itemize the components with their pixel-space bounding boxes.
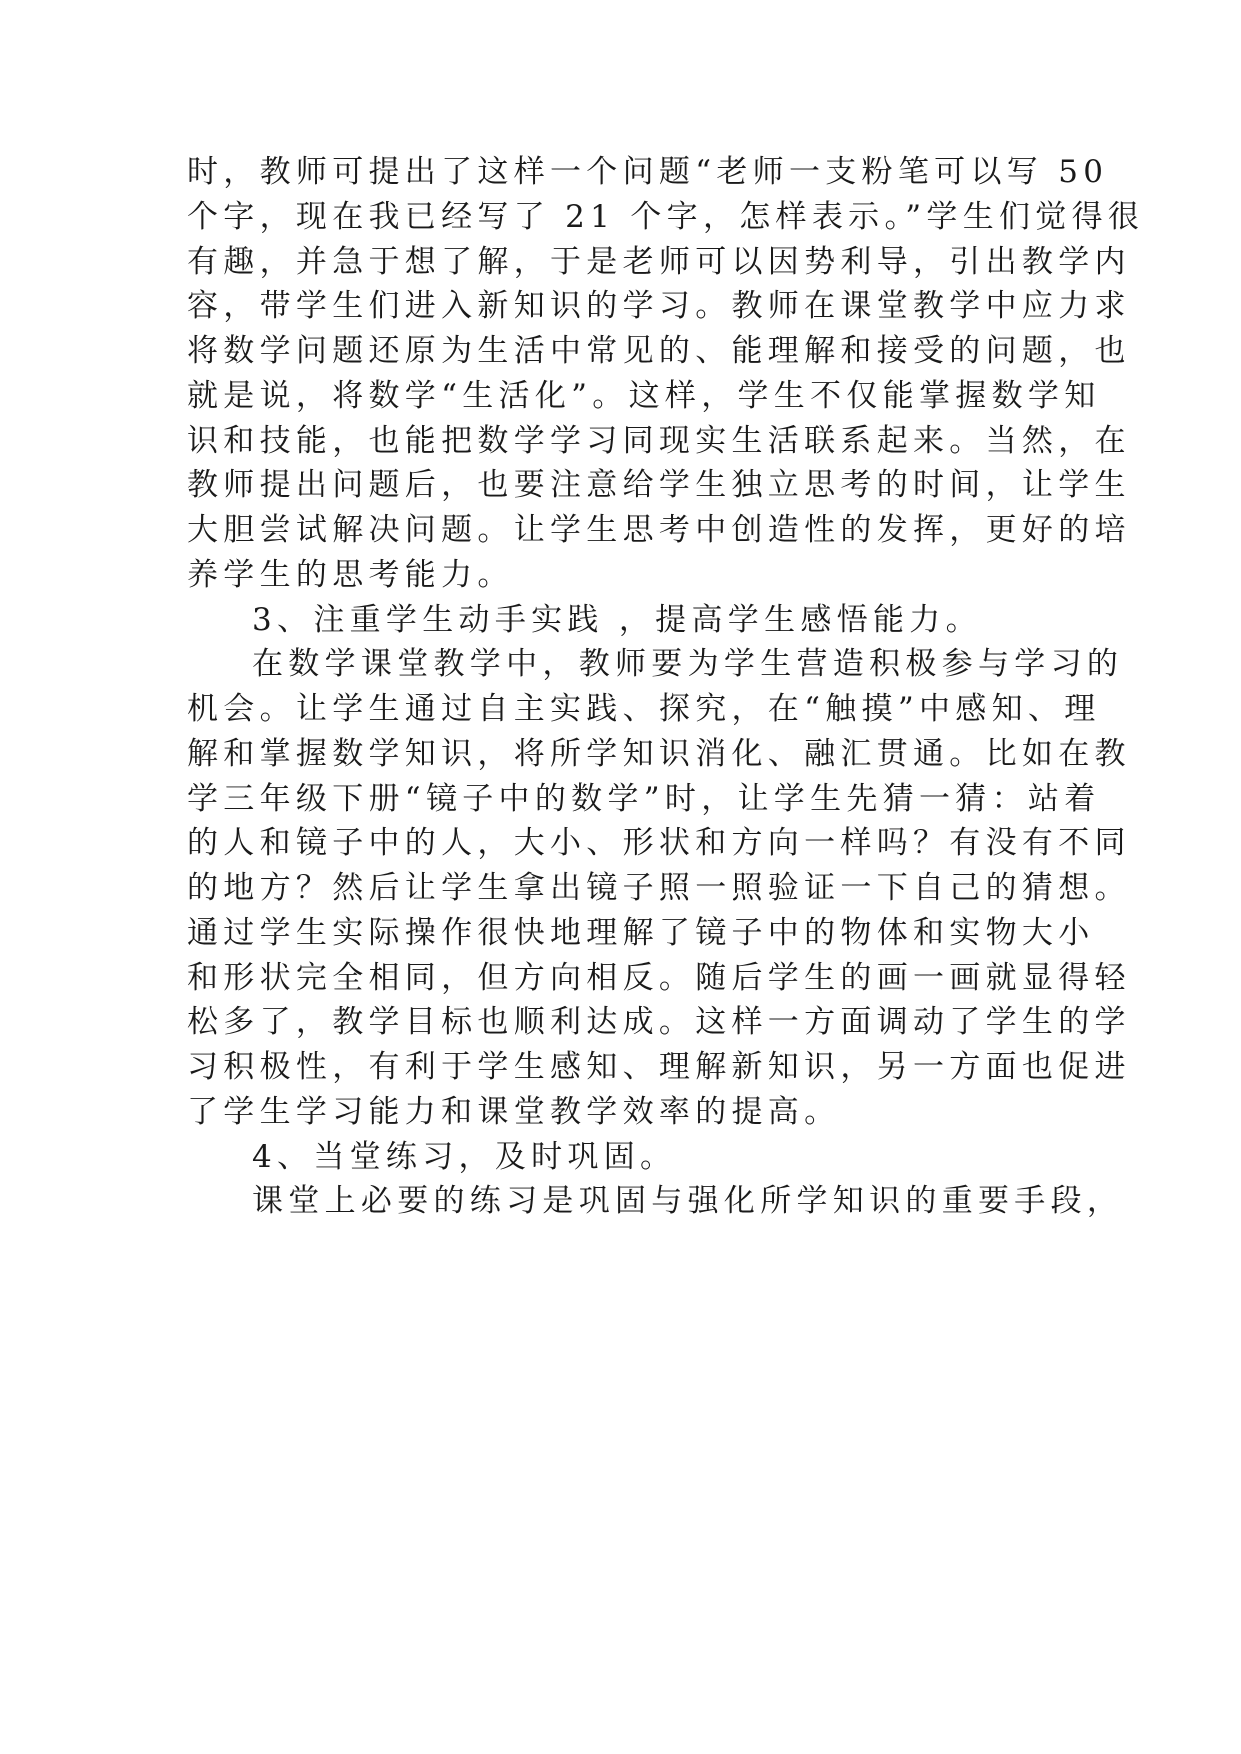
text-line: 通过学生实际操作很快地理解了镜子中的物体和实物大小: [187, 915, 1095, 951]
section-heading: 3、注重学生动手实践 ，提高学生感悟能力。: [252, 602, 982, 638]
text-line: 松多了，教学目标也顺利达成。这样一方面调动了学生的学: [187, 1004, 1131, 1040]
text-line: 时，教师可提出了这样一个问题“老师一支粉笔可以写 50: [187, 154, 1109, 190]
text-line: 识和技能，也能把数学学习同现实生活联系起来。当然，在: [187, 423, 1131, 459]
text-line: 了学生学习能力和课堂教学效率的提高。: [187, 1094, 841, 1130]
text-line: 大胆尝试解决问题。让学生思考中创造性的发挥，更好的培: [187, 512, 1131, 548]
text-line: 解和掌握数学知识，将所学知识消化、融汇贯通。比如在教: [187, 736, 1131, 772]
section-heading: 4、当堂练习，及时巩固。: [252, 1139, 677, 1175]
text-line: 个字，现在我已经写了 21 个字，怎样表示。”学生们觉得很: [187, 199, 1145, 235]
text-line: 的地方？然后让学生拿出镜子照一照验证一下自己的猜想。: [187, 870, 1131, 906]
text-line: 的人和镜子中的人，大小、形状和方向一样吗？有没有不同: [187, 825, 1131, 861]
text-line: 课堂上必要的练习是巩固与强化所学知识的重要手段，: [252, 1183, 1124, 1219]
text-line: 容，带学生们进入新知识的学习。教师在课堂教学中应力求: [187, 288, 1131, 324]
text-line: 教师提出问题后，也要注意给学生独立思考的时间，让学生: [187, 467, 1131, 503]
text-line: 和形状完全相同，但方向相反。随后学生的画一画就显得轻: [187, 960, 1131, 996]
text-line: 就是说，将数学“生活化”。这样，学生不仅能掌握数学知: [187, 378, 1101, 414]
text-line: 学三年级下册“镜子中的数学”时，让学生先猜一猜：站着: [187, 781, 1101, 817]
text-line: 习积极性，有利于学生感知、理解新知识，另一方面也促进: [187, 1049, 1131, 1085]
text-line: 在数学课堂教学中，教师要为学生营造积极参与学习的: [252, 646, 1124, 682]
text-line: 将数学问题还原为生活中常见的、能理解和接受的问题，也: [187, 333, 1131, 369]
text-line: 机会。让学生通过自主实践、探究，在“触摸”中感知、理: [187, 691, 1101, 727]
text-line: 有趣，并急于想了解，于是老师可以因势利导，引出教学内: [187, 244, 1131, 280]
text-line: 养学生的思考能力。: [187, 557, 514, 593]
